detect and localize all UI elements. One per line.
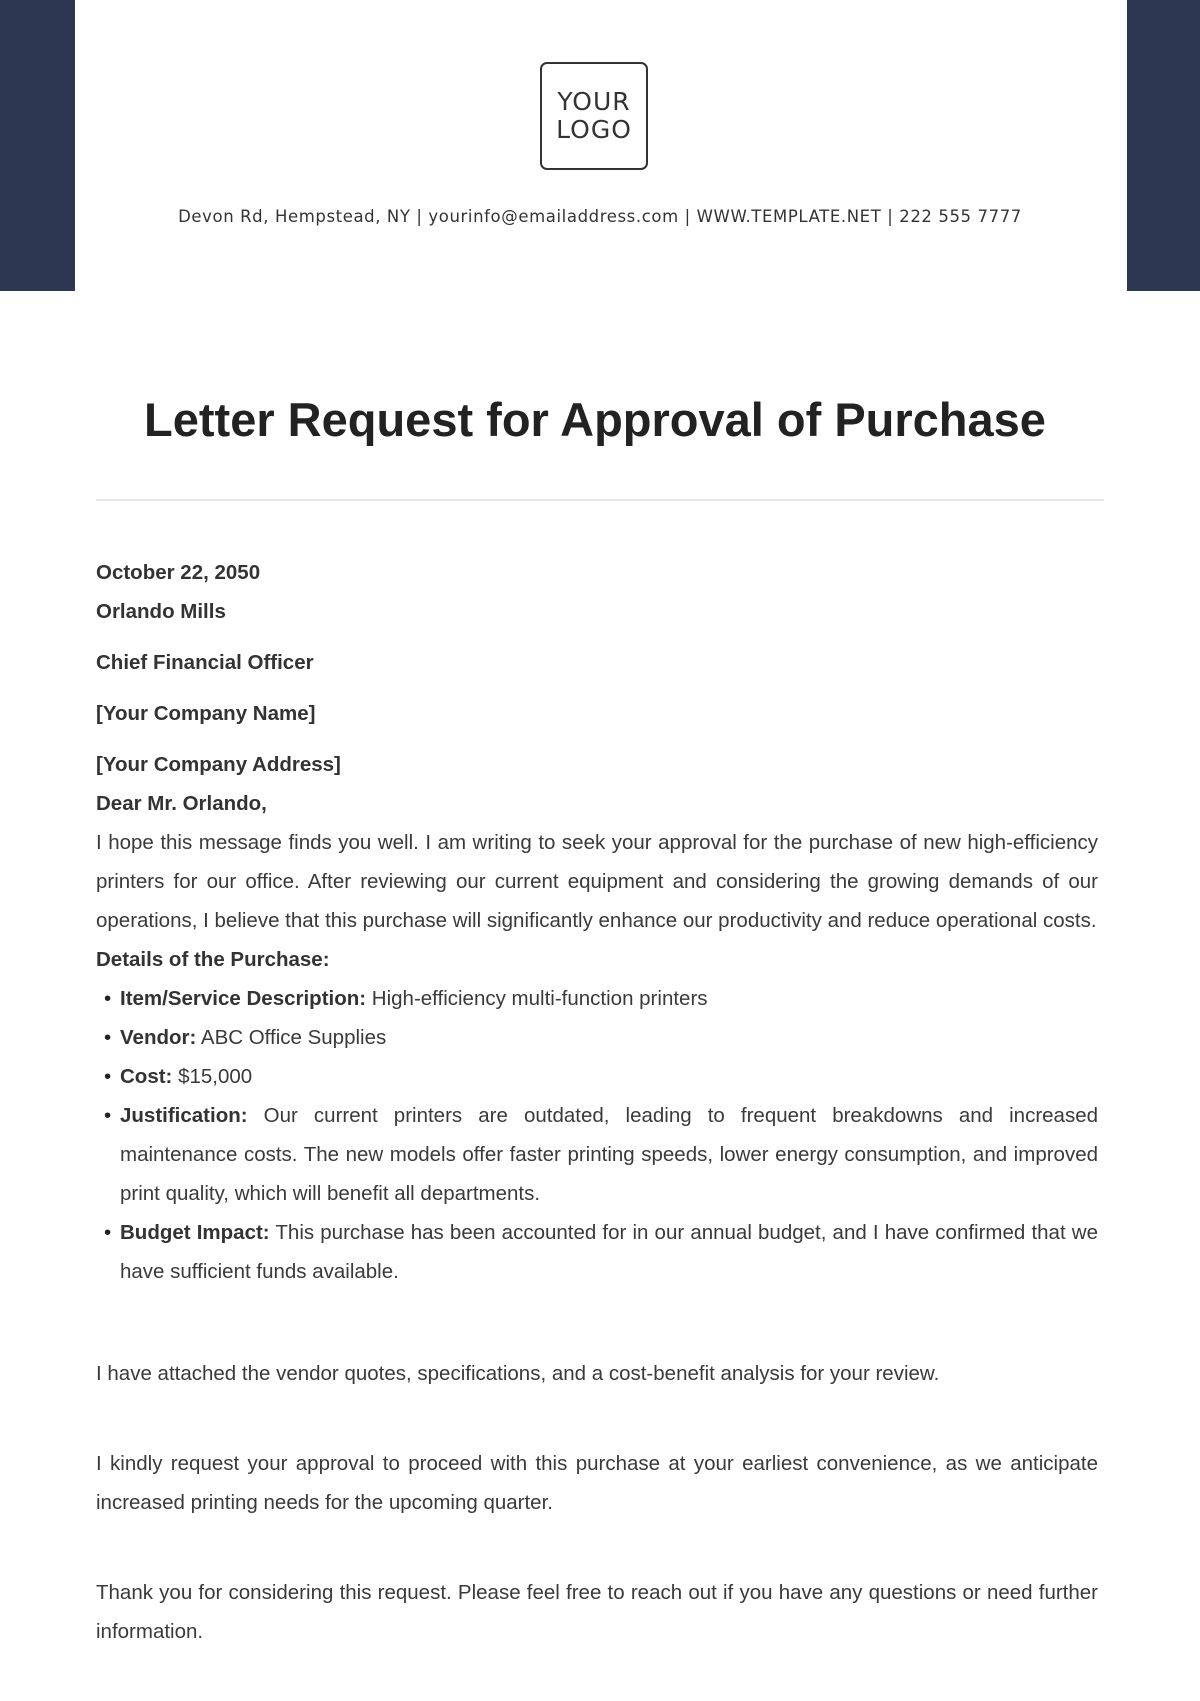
letter-date: October 22, 2050 [96,561,261,584]
salutation: Dear Mr. Orlando, [96,792,267,815]
detail-item [120,1096,1098,1213]
detail-value: Our current printers are outdated, leading to frequent breakdowns and increased maintenance costs. The new models offer faster printing speeds, lower energy consumption, and improved print quality, which will benefit all departments. [120,1104,1098,1205]
attached-paragraph: I have attached the vendor quotes, specifications, and a cost-benefit analysis for your review. [96,1362,940,1385]
detail-value: This purchase has been accounted for in our annual budget, and I have confirmed that we have sufficient funds available. [120,1221,1098,1283]
detail-item [120,1213,1098,1291]
company-address: [Your Company Address] [96,753,341,776]
detail-value: ABC Office Supplies [196,1026,387,1049]
detail-value: $15,000 [172,1065,253,1088]
divider [96,499,1104,501]
recipient-name: Orlando Mills [96,600,226,623]
contact-info: Devon Rd, Hempstead, NY | yourinfo@emailaddress.com | WWW.TEMPLATE.NET | 222 555 7777 [178,207,1022,226]
detail-item [120,1018,1098,1057]
page-title: Letter Request for Approval of Purchase [144,393,1046,446]
details-heading: Details of the Purchase: [96,948,330,971]
detail-label: Vendor: [120,1026,197,1049]
recipient-title: Chief Financial Officer [96,651,314,674]
intro-paragraph: I hope this message finds you well. I am writing to seek your approval for the purchase of new high-efficiency printers for our office. After reviewing our current equipment and considering the growing demands of our operations, I believe that this purchase will significantly enhance our productivity and reduce operational costs. [96,831,1098,932]
detail-item [120,1057,1098,1096]
detail-label: Cost: [120,1065,173,1088]
detail-value: High-efficiency multi-function printers [366,987,708,1010]
left-accent-bar [0,0,75,291]
detail-item [120,979,1098,1018]
closing-paragraph: Thank you for considering this request. Please feel free to reach out if you have any questions or need further information. [96,1581,1098,1643]
company-name: [Your Company Name] [96,702,316,725]
detail-label: Justification: [120,1104,248,1127]
logo-line-1: YOUR [557,87,631,116]
details-list [96,979,1098,1291]
right-accent-bar [1127,0,1200,291]
logo-placeholder [540,62,648,170]
logo-line-2: LOGO [556,115,632,144]
detail-label: Item/Service Description: [120,987,367,1010]
letter-body [96,553,1098,1651]
request-paragraph: I kindly request your approval to proceed with this purchase at your earliest convenience, as we anticipate increased printing needs for the upcoming quarter. [96,1452,1098,1514]
detail-label: Budget Impact: [120,1221,270,1244]
